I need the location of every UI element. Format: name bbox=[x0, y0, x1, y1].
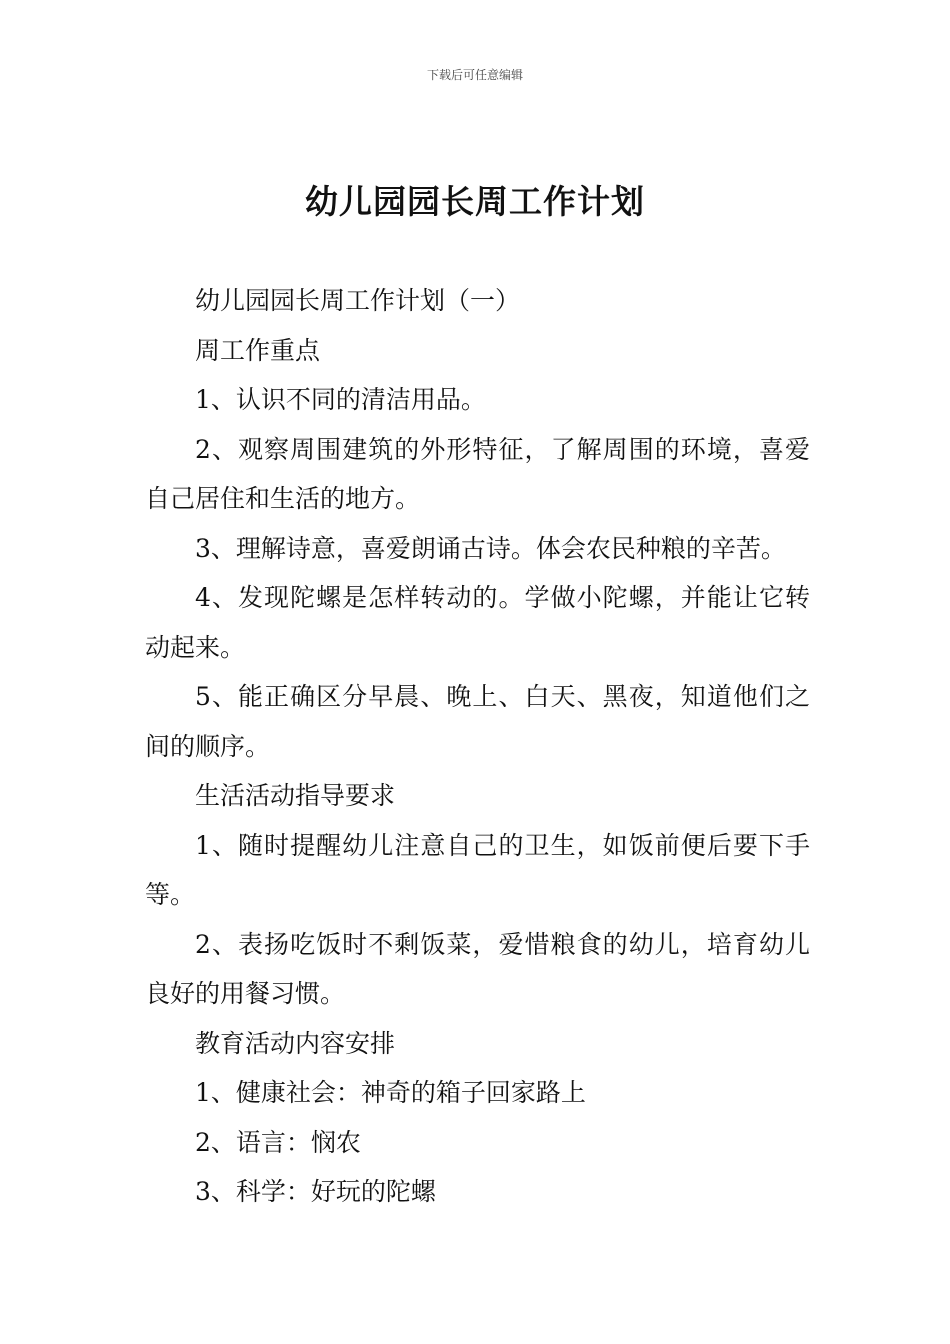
section-heading-weekly-focus: 周工作重点 bbox=[195, 335, 321, 365]
education-item-3: 3、科学：好玩的陀螺 bbox=[195, 1177, 436, 1206]
section-heading-plan-one: 幼儿园园长周工作计划（一） bbox=[195, 286, 521, 315]
focus-item-4: 4、发现陀螺是怎样转动的。学做小陀螺，并能让它转动起来。 bbox=[145, 583, 810, 662]
education-item-2: 2、语言：悯农 bbox=[195, 1127, 361, 1157]
daily-life-item-2: 2、表扬吃饭时不剩饭菜，爱惜粮食的幼儿，培育幼儿良好的用餐习惯。 bbox=[145, 929, 810, 1008]
section-heading-education: 教育活动内容安排 bbox=[195, 1028, 396, 1058]
header-note: 下载后可任意编辑 bbox=[426, 68, 523, 82]
focus-item-5: 5、能正确区分早晨、晚上、白天、黑夜，知道他们之间的顺序。 bbox=[145, 682, 810, 761]
section-heading-daily-life: 生活活动指导要求 bbox=[195, 781, 396, 810]
daily-life-item-1: 1、随时提醒幼儿注意自己的卫生，如饭前便后要下手等。 bbox=[145, 830, 810, 909]
education-item-1: 1、健康社会：神奇的箱子回家路上 bbox=[195, 1078, 586, 1107]
document-title: 幼儿园园长周工作计划 bbox=[305, 182, 645, 221]
focus-item-3: 3、理解诗意，喜爱朗诵古诗。体会农民种粮的辛苦。 bbox=[195, 533, 786, 563]
focus-item-2: 2、观察周围建筑的外形特征，了解周围的环境，喜爱自己居住和生活的地方。 bbox=[145, 434, 810, 513]
document-body bbox=[145, 276, 810, 1217]
focus-item-1: 1、认识不同的清洁用品。 bbox=[195, 385, 486, 414]
